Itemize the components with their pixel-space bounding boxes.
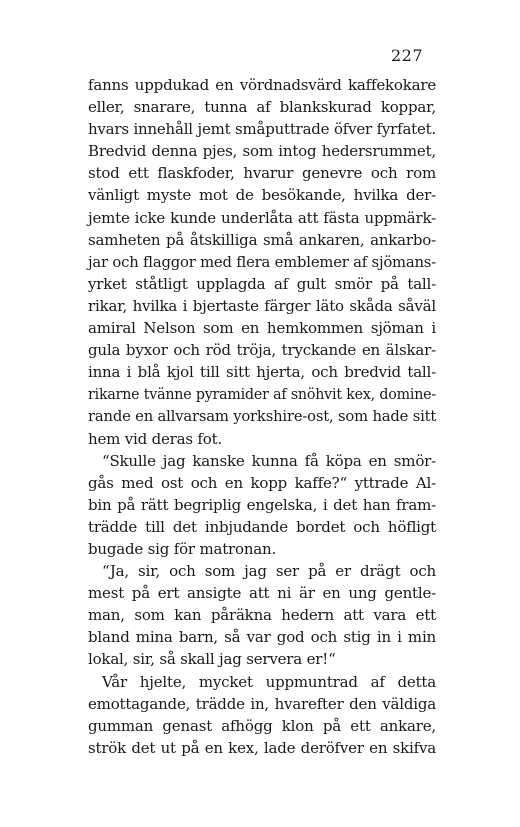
text-line: bugade sig för matronan. bbox=[88, 539, 277, 558]
text-line: fanns uppdukad en vördnadsvärd kaffekokare bbox=[88, 76, 436, 94]
text-line: eller, snarare, tunna af blankskurad koppar, bbox=[88, 98, 436, 117]
text-line: “Skulle jag kanske kunna få köpa en smör- bbox=[102, 451, 436, 470]
text-line: vänligt myste mot de besökande, hvilka der- bbox=[88, 186, 436, 205]
text-line: rikarne tvänne pyramider af snöhvit kex, domine- bbox=[88, 385, 436, 404]
text-line: rande en allvarsam yorkshire-ost, som hade sitt bbox=[88, 407, 437, 426]
text-line: stod ett flaskfoder, hvarur genevre och rom bbox=[88, 164, 436, 183]
text-line: emottagande, trädde in, hvarefter den väldiga bbox=[88, 694, 436, 713]
text-line: yrket ståtligt upplagda af gult smör på tall- bbox=[88, 274, 436, 293]
text-line: mest på ert ansigte att ni är en ung gentle- bbox=[88, 584, 436, 603]
text-line: gumman genast afhögg klon på ett ankare, bbox=[88, 716, 436, 735]
text-line: man, som kan påräkna hedern att vara ett bbox=[88, 606, 436, 625]
text-line: samheten på åtskilliga små ankaren, ankarbo- bbox=[88, 230, 436, 249]
text-line: inna i blå kjol till sitt hjerta, och bredvid tall- bbox=[88, 363, 436, 382]
text-line: trädde till det inbjudande bordet och höfligt bbox=[88, 517, 436, 536]
text-line: lokal, sir, så skall jag servera er!“ bbox=[88, 650, 336, 669]
body-text bbox=[88, 74, 436, 759]
text-line: bin på rätt begriplig engelska, i det han fram- bbox=[88, 495, 436, 514]
text-line: “Ja, sir, och som jag ser på er drägt och bbox=[102, 562, 436, 581]
text-line: bland mina barn, så var god och stig in i min bbox=[88, 628, 436, 647]
text-line: jar och flaggor med flera emblemer af sjömans- bbox=[88, 252, 436, 271]
text-line: strök det ut på en kex, lade deröfver en skifva bbox=[88, 738, 436, 757]
text-line: rikar, hvilka i bjertaste färger läto skåda såväl bbox=[88, 296, 436, 315]
text-line: amiral Nelson som en hemkommen sjöman i bbox=[88, 319, 436, 338]
text-line: gås med ost och en kopp kaffe?“ yttrade Al- bbox=[88, 473, 436, 492]
text-line: Vår hjelte, mycket uppmuntrad af detta bbox=[102, 672, 436, 691]
text-line: Bredvid denna pjes, som intog hedersrummet, bbox=[88, 142, 436, 161]
text-line: jemte icke kunde underlåta att fästa uppmärk- bbox=[88, 208, 436, 227]
text-line: hvars innehåll jemt småputtrade öfver fyrfatet. bbox=[88, 120, 436, 139]
text-line: hem vid deras fot. bbox=[88, 429, 223, 448]
text-line: gula byxor och röd tröja, tryckande en älskar- bbox=[88, 341, 436, 360]
page-number: 227 bbox=[391, 46, 424, 65]
